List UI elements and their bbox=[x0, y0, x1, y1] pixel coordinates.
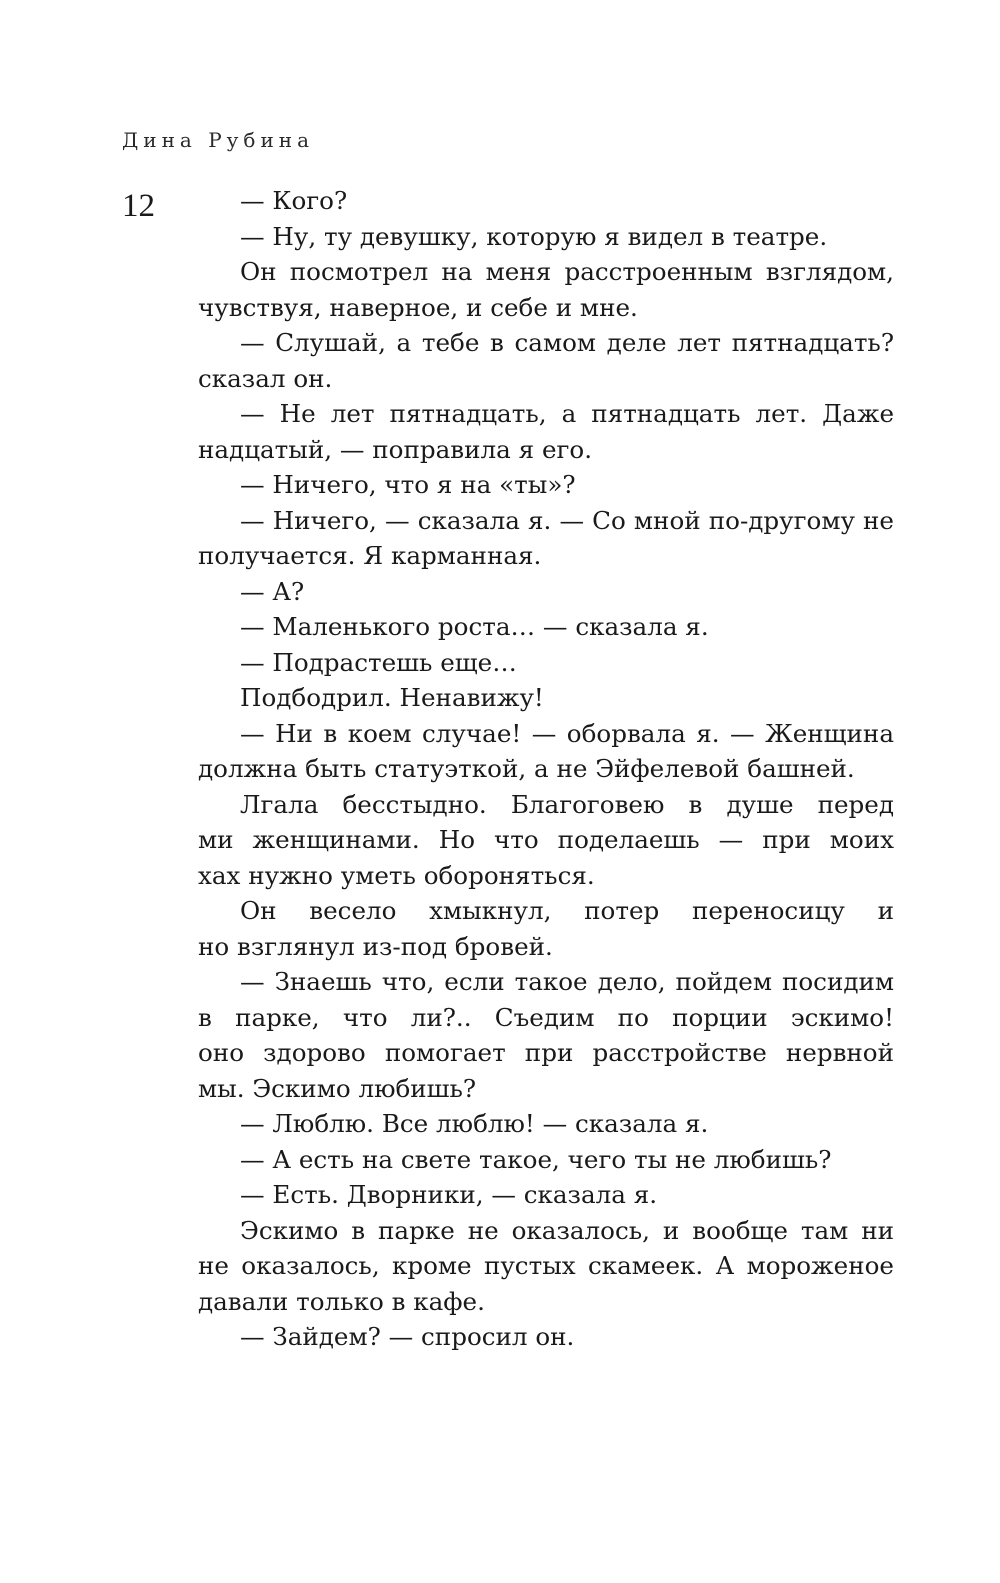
text-line: — Не лет пятнадцать, а пятнадцать лет. Даже bbox=[240, 399, 894, 428]
text-line: мы. Эскимо любишь? bbox=[198, 1073, 477, 1103]
text-line: хах нужно уметь обороняться. bbox=[198, 860, 595, 890]
text-line: — Ни в коем случае! — оборвала я. — Женщина bbox=[240, 718, 894, 748]
text-line: — Ничего, что я на «ты»? bbox=[240, 470, 576, 499]
text-line: — Люблю. Все люблю! — сказала я. bbox=[240, 1109, 709, 1138]
text-line: — Ничего, — сказала я. — Со мной по-другому не bbox=[240, 505, 894, 535]
text-line: надцатый, — поправила я его. bbox=[198, 434, 593, 464]
text-line: Подбодрил. Ненавижу! bbox=[240, 683, 544, 712]
text-line: Лгала бесстыдно. Благоговею в душе перед bbox=[240, 789, 894, 819]
text-line: сказал он. bbox=[198, 363, 333, 393]
text-line: — Слушай, а тебе в самом деле лет пятнадцать? bbox=[240, 328, 894, 357]
text-line: — Ну, ту девушку, которую я видел в театре. bbox=[240, 221, 828, 251]
text-line: — Знаешь что, если такое дело, пойдем посидим bbox=[240, 967, 894, 996]
text-line: — Кого? bbox=[240, 186, 348, 215]
text-line: давали только в кафе. bbox=[198, 1286, 485, 1316]
text-line: Он посмотрел на меня расстроенным взглядом, bbox=[240, 257, 894, 286]
text-line: Эскимо в парке не оказалось, и вообще там ни bbox=[240, 1215, 894, 1245]
text-line: — Маленького роста… — сказала я. bbox=[240, 612, 709, 641]
text-line: — Зайдем? — спросил он. bbox=[240, 1322, 575, 1351]
text-line: — А есть на свете такое, чего ты не любишь? bbox=[240, 1144, 832, 1174]
text-line: — А? bbox=[240, 576, 305, 606]
running-head-author: Дина Рубина bbox=[122, 128, 315, 152]
text-line: не оказалось, кроме пустых скамеек. А мороженое bbox=[198, 1251, 894, 1280]
text-line: — Подрастешь еще… bbox=[240, 647, 517, 677]
page-number: 12 bbox=[122, 188, 155, 224]
text-line: получается. Я карманная. bbox=[198, 541, 542, 570]
body-text bbox=[198, 183, 894, 1355]
text-line: — Есть. Дворники, — сказала я. bbox=[240, 1180, 658, 1209]
text-line: должна быть статуэткой, а не Эйфелевой башней. bbox=[198, 754, 855, 783]
text-line: Он весело хмыкнул, потер переносицу и bbox=[240, 896, 894, 925]
text-line: ми женщинами. Но что поделаешь — при моих bbox=[198, 825, 894, 854]
text-line: оно здорово помогает при расстройстве нервной bbox=[198, 1038, 894, 1067]
text-line: в парке, что ли?.. Съедим по порции эскимо! bbox=[198, 1002, 894, 1032]
text-line: но взглянул из-под бровей. bbox=[198, 931, 553, 961]
text-line: чувствуя, наверное, и себе и мне. bbox=[198, 292, 638, 322]
